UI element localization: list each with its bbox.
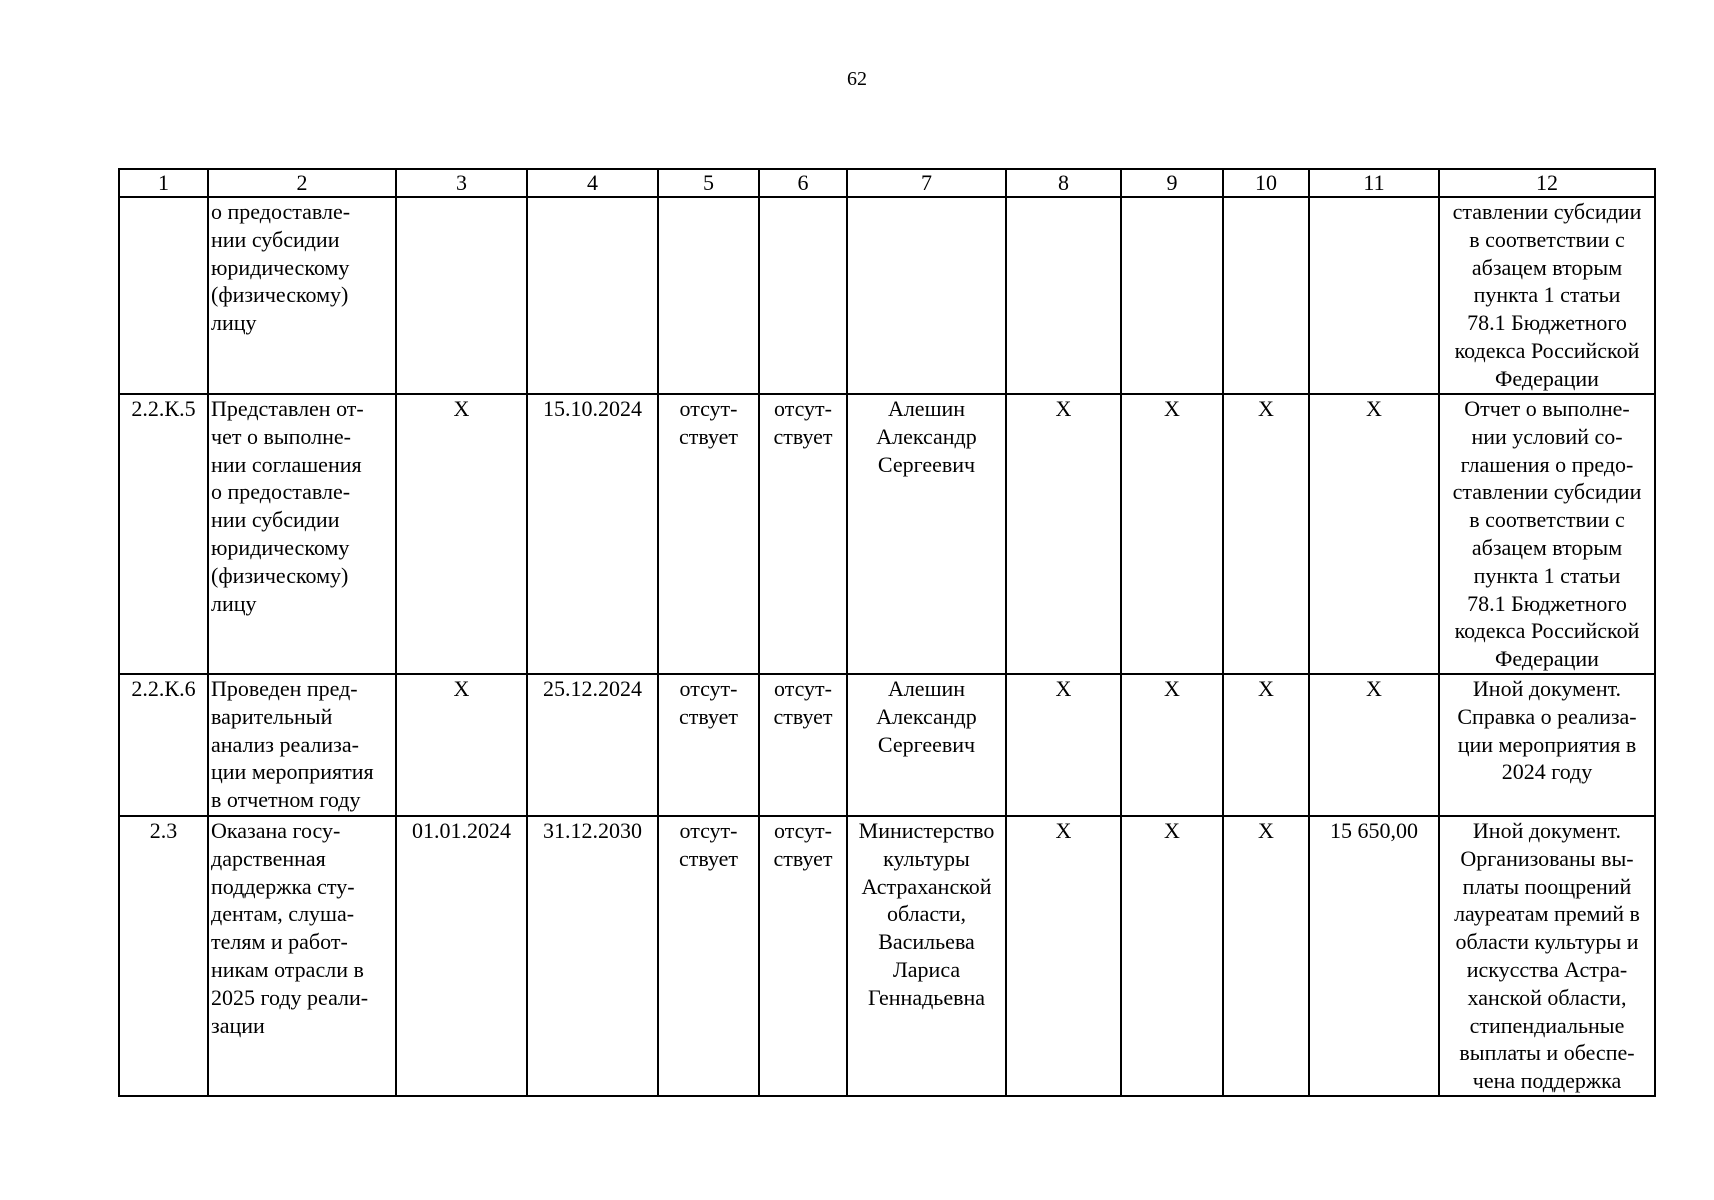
cell-amount: [1309, 197, 1439, 394]
cell-col9: X: [1121, 394, 1223, 674]
column-header: 4: [527, 169, 658, 197]
cell-responsible: Министерство культуры Астраханской области, Васильева Лариса Геннадьевна: [847, 816, 1006, 1096]
cell-col9: [1121, 197, 1223, 394]
cell-description: Представлен от- чет о выполне- нии соглашения о предоставле- нии субсидии юридическому (физическому) лицу: [208, 394, 396, 674]
cell-col6: отсут- ствует: [759, 674, 847, 816]
cell-description: Оказана госу- дарственная поддержка сту- дентам, слуша- телям и работ- никам отрасли в 2025 году реали- зации: [208, 816, 396, 1096]
cell-end-date: 31.12.2030: [527, 816, 658, 1096]
cell-number: 2.2.К.5: [119, 394, 208, 674]
cell-col8: X: [1006, 674, 1121, 816]
page-number: 62: [847, 68, 867, 90]
column-header: 11: [1309, 169, 1439, 197]
cell-col8: X: [1006, 816, 1121, 1096]
column-header: 10: [1223, 169, 1309, 197]
table-row: [119, 674, 1655, 816]
cell-col6: [759, 197, 847, 394]
cell-document: Отчет о выполне- нии условий со- глашения о предо- ставлении субсидии в соответствии с абзацем вторым пункта 1 статьи 78.1 Бюджетного кодекса Российской Федерации: [1439, 394, 1655, 674]
column-header: 8: [1006, 169, 1121, 197]
measures-table: [118, 168, 1656, 1097]
cell-col5: [658, 197, 759, 394]
cell-col8: [1006, 197, 1121, 394]
cell-responsible: [847, 197, 1006, 394]
cell-col5: отсут- ствует: [658, 394, 759, 674]
cell-amount: 15 650,00: [1309, 816, 1439, 1096]
table-row: [119, 816, 1655, 1096]
cell-col10: X: [1223, 394, 1309, 674]
cell-start-date: X: [396, 394, 527, 674]
table-row: [119, 197, 1655, 394]
table-row: [119, 394, 1655, 674]
cell-col5: отсут- ствует: [658, 816, 759, 1096]
cell-col9: X: [1121, 674, 1223, 816]
cell-document: Иной документ. Организованы вы- платы поощрений лауреатам премий в области культуры и искусства Астра- ханской области, стипендиальные выплаты и обеспе- чена поддержка: [1439, 816, 1655, 1096]
cell-description: Проведен пред- варительный анализ реализа- ции мероприятия в отчетном году: [208, 674, 396, 816]
column-header: 2: [208, 169, 396, 197]
column-header: 7: [847, 169, 1006, 197]
column-header: 9: [1121, 169, 1223, 197]
cell-end-date: 25.12.2024: [527, 674, 658, 816]
cell-start-date: X: [396, 674, 527, 816]
cell-amount: X: [1309, 394, 1439, 674]
cell-col10: [1223, 197, 1309, 394]
cell-col10: X: [1223, 674, 1309, 816]
cell-start-date: [396, 197, 527, 394]
cell-col5: отсут- ствует: [658, 674, 759, 816]
cell-responsible: Алешин Александр Сергеевич: [847, 394, 1006, 674]
cell-responsible: Алешин Александр Сергеевич: [847, 674, 1006, 816]
column-header: 12: [1439, 169, 1655, 197]
cell-col10: X: [1223, 816, 1309, 1096]
cell-number: [119, 197, 208, 394]
cell-col8: X: [1006, 394, 1121, 674]
cell-col6: отсут- ствует: [759, 816, 847, 1096]
cell-col6: отсут- ствует: [759, 394, 847, 674]
cell-document: ставлении субсидии в соответствии с абзацем вторым пункта 1 статьи 78.1 Бюджетного кодекса Российской Федерации: [1439, 197, 1655, 394]
cell-start-date: 01.01.2024: [396, 816, 527, 1096]
cell-description: о предоставле- нии субсидии юридическому (физическому) лицу: [208, 197, 396, 394]
cell-number: 2.3: [119, 816, 208, 1096]
cell-number: 2.2.К.6: [119, 674, 208, 816]
cell-end-date: [527, 197, 658, 394]
column-number-row: [119, 169, 1655, 197]
cell-document: Иной документ. Справка о реализа- ции мероприятия в 2024 году: [1439, 674, 1655, 816]
cell-amount: X: [1309, 674, 1439, 816]
column-header: 3: [396, 169, 527, 197]
column-header: 6: [759, 169, 847, 197]
cell-end-date: 15.10.2024: [527, 394, 658, 674]
cell-col9: X: [1121, 816, 1223, 1096]
column-header: 1: [119, 169, 208, 197]
column-header: 5: [658, 169, 759, 197]
